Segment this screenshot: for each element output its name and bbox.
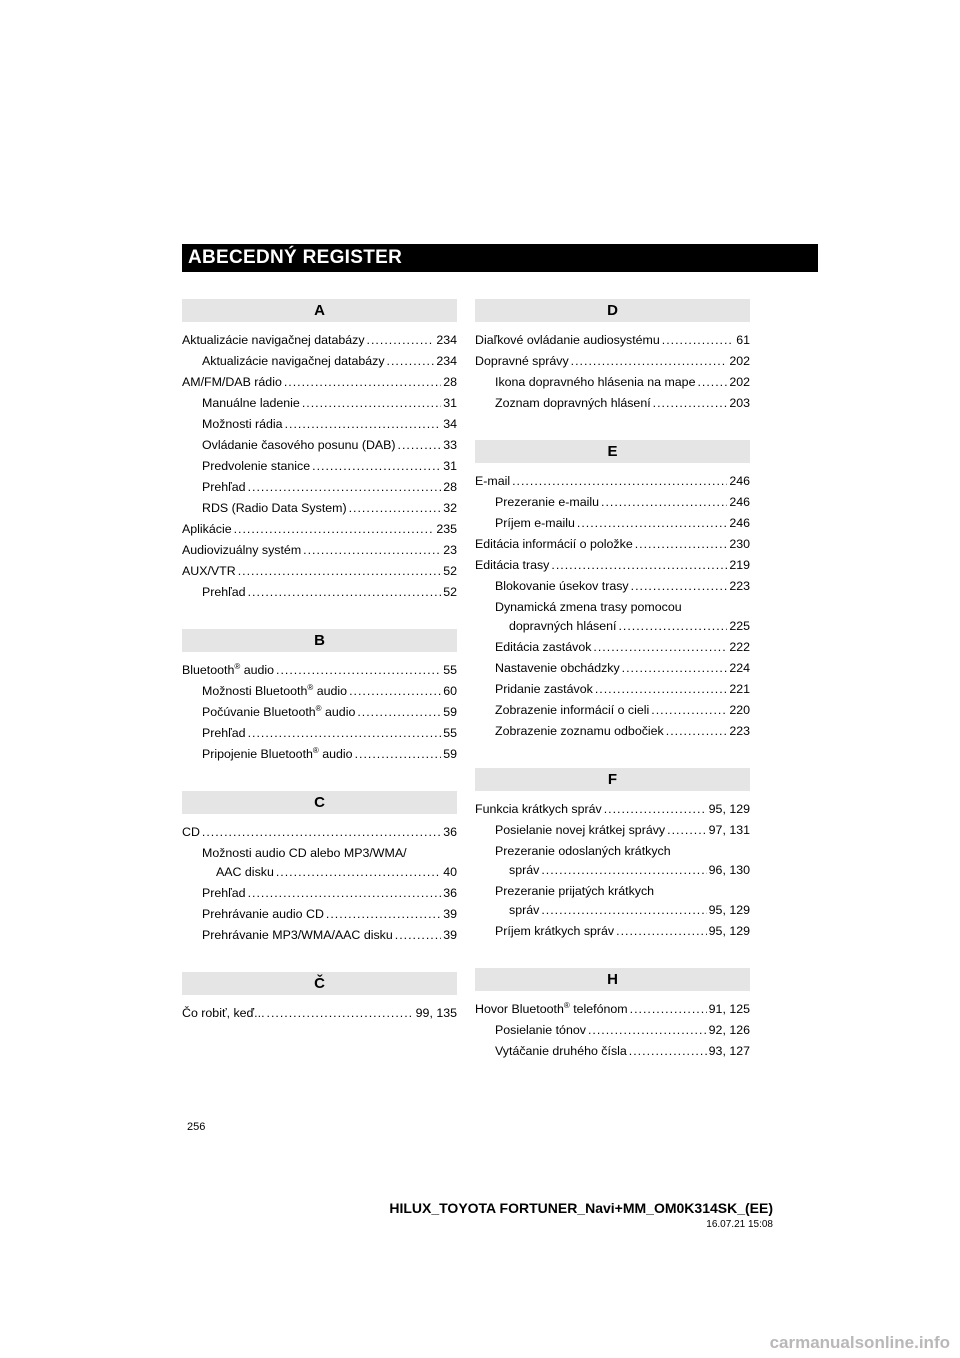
- entry-label: [495, 721, 664, 742]
- index-subentry[interactable]: [182, 351, 457, 372]
- entry-label: [475, 999, 628, 1020]
- page-reference: 203: [729, 396, 750, 410]
- dot-leader: [666, 721, 728, 742]
- index-subentry[interactable]: [182, 744, 457, 765]
- dot-leader: [349, 498, 442, 519]
- dot-leader: [630, 999, 707, 1020]
- page-reference: 230: [729, 537, 750, 551]
- entry-label-text: Aplikácie: [182, 522, 232, 536]
- dot-leader: [398, 435, 442, 456]
- dot-leader: [662, 330, 734, 351]
- entry-label-text: Zoznam dopravných hlásení: [495, 396, 651, 410]
- registered-mark: ®: [312, 745, 319, 755]
- dot-leader: [349, 681, 441, 702]
- dot-leader: [635, 534, 728, 555]
- dot-leader: [326, 904, 441, 925]
- index-subentry[interactable]: [475, 658, 750, 679]
- index-subentry[interactable]: [475, 881, 750, 921]
- entry-label: [202, 456, 310, 477]
- page-reference: 31: [443, 396, 457, 410]
- index-section: [182, 299, 457, 603]
- page-reference: 91, 125: [708, 1002, 750, 1016]
- entry-label-continuation: dopravných hlásení: [509, 619, 617, 633]
- registered-mark: ®: [563, 1000, 570, 1010]
- page-reference: 225: [729, 619, 750, 633]
- page-reference: 31: [443, 459, 457, 473]
- entry-label: [475, 555, 549, 576]
- dot-leader: [653, 393, 728, 414]
- dot-leader: [541, 861, 706, 880]
- dot-leader: [355, 744, 442, 765]
- page-reference: 234: [436, 333, 457, 347]
- page-reference: 95, 129: [708, 903, 750, 917]
- entry-label-text: Prehľad: [202, 726, 246, 740]
- entry-label-text: Zobrazenie informácií o cieli: [495, 703, 650, 717]
- page-reference: 52: [443, 564, 457, 578]
- dot-leader: [303, 540, 441, 561]
- entry-label-continuation: AAC disku: [216, 865, 274, 879]
- entry-label: [495, 393, 651, 414]
- page-reference: 223: [729, 724, 750, 738]
- entry-label: [182, 540, 301, 561]
- document-code: HILUX_TOYOTA FORTUNER_Navi+MM_OM0K314SK_(EE): [389, 1200, 773, 1216]
- print-timestamp: 16.07.21 15:08: [706, 1219, 773, 1230]
- entry-label-text: Audiovizuálny systém: [182, 543, 302, 557]
- dot-leader: [618, 617, 727, 636]
- index-subentry[interactable]: [475, 921, 750, 942]
- entry-label: [202, 723, 246, 744]
- dot-leader: [667, 820, 707, 841]
- page-reference: 221: [729, 682, 750, 696]
- entry-label: [495, 820, 665, 841]
- entry-label-text: Možnosti audio CD alebo MP3/WMA/: [202, 846, 407, 860]
- entry-label: [202, 744, 353, 765]
- entry-label-text: Pripojenie Bluetooth: [202, 747, 313, 761]
- index-entry[interactable]: [182, 660, 457, 681]
- page-reference: 223: [729, 579, 750, 593]
- dot-leader: [248, 477, 442, 498]
- entry-label-suffix: audio: [240, 663, 275, 677]
- entry-label: [202, 702, 355, 723]
- entry-label-text: Pridanie zastávok: [495, 682, 593, 696]
- dot-leader: [651, 700, 727, 721]
- dot-leader: [312, 456, 441, 477]
- dot-leader: [551, 555, 727, 576]
- registered-mark: ®: [307, 682, 314, 692]
- index-entry[interactable]: [182, 561, 457, 582]
- page-reference: 202: [729, 354, 750, 368]
- entry-label-text: Aktualizácie navigačnej databázy: [202, 354, 385, 368]
- entry-label-text: Diaľkové ovládanie audiosystému: [475, 333, 660, 347]
- index-section: [475, 440, 750, 742]
- entry-label: [475, 534, 633, 555]
- page-reference: 202: [729, 375, 750, 389]
- entry-label: [202, 435, 396, 456]
- entry-label: [182, 1003, 265, 1024]
- entry-label: [182, 660, 274, 681]
- index-entry[interactable]: [475, 330, 750, 351]
- entry-label: [202, 414, 283, 435]
- section-letter: D: [475, 299, 750, 322]
- entry-label: [475, 471, 510, 492]
- entry-label: [495, 600, 682, 614]
- dot-leader: [629, 1041, 707, 1062]
- section-letter: E: [475, 440, 750, 463]
- dot-leader: [697, 372, 727, 393]
- entry-label-continuation: správ: [509, 903, 540, 917]
- section-letter: C: [182, 791, 457, 814]
- dot-leader: [588, 1020, 707, 1041]
- index-section: [182, 972, 457, 1024]
- entry-label: [475, 330, 660, 351]
- index-subentry[interactable]: [182, 477, 457, 498]
- entry-label: [495, 492, 599, 513]
- page-reference: 60: [443, 684, 457, 698]
- entry-label: [202, 582, 246, 603]
- registered-mark: ®: [315, 703, 322, 713]
- dot-leader: [248, 582, 442, 603]
- dot-leader: [577, 513, 727, 534]
- entry-label-text: Posielanie tónov: [495, 1023, 586, 1037]
- entry-label-text: Vytáčanie druhého čísla: [495, 1044, 627, 1058]
- section-letter: A: [182, 299, 457, 322]
- page-title: ABECEDNÝ REGISTER: [188, 247, 403, 268]
- index-subentry[interactable]: [475, 820, 750, 841]
- index-subentry[interactable]: [182, 414, 457, 435]
- entry-label-text: Editácia zastávok: [495, 640, 592, 654]
- dot-leader: [395, 925, 441, 946]
- entry-label-text: Príjem krátkych správ: [495, 924, 615, 938]
- entry-label-text: Prehľad: [202, 480, 246, 494]
- dot-leader: [285, 414, 442, 435]
- index-subentry[interactable]: [475, 576, 750, 597]
- entry-label: [182, 330, 365, 351]
- page-reference: 235: [436, 522, 457, 536]
- dot-leader: [512, 471, 727, 492]
- entry-label-text: Predvolenie stanice: [202, 459, 311, 473]
- index-column-right: [475, 299, 750, 1088]
- page-reference: 61: [736, 333, 750, 347]
- page-reference: 28: [443, 375, 457, 389]
- index-subentry[interactable]: [182, 498, 457, 519]
- dot-leader: [284, 372, 441, 393]
- entry-label: [202, 681, 347, 702]
- entry-label-suffix: telefónom: [569, 1002, 628, 1016]
- entry-label-text: Prezeranie odoslaných krátkych: [495, 844, 671, 858]
- index-subentry[interactable]: [475, 372, 750, 393]
- entry-label: [202, 904, 324, 925]
- entry-label: [475, 351, 569, 372]
- index-entry[interactable]: [182, 1003, 457, 1024]
- page-reference: 40: [443, 865, 457, 879]
- entry-label-text: Prezeranie e-mailu: [495, 495, 599, 509]
- entry-label: [202, 393, 300, 414]
- index-entry[interactable]: [182, 519, 457, 540]
- entry-label-text: Dynamická zmena trasy pomocou: [495, 600, 682, 614]
- dot-leader: [571, 351, 728, 372]
- dot-leader: [202, 822, 441, 843]
- section-letter: Č: [182, 972, 457, 995]
- entry-label: [495, 372, 695, 393]
- entry-label-text: Funkcia krátkych správ: [475, 802, 602, 816]
- index-subentry[interactable]: [182, 582, 457, 603]
- page-reference: 36: [443, 825, 457, 839]
- section-header-bar: [182, 244, 818, 272]
- entry-label-text: Možnosti Bluetooth: [202, 684, 308, 698]
- index-entry[interactable]: [475, 534, 750, 555]
- index-subentry[interactable]: [182, 723, 457, 744]
- page-reference: 224: [729, 661, 750, 675]
- page-reference: 55: [443, 663, 457, 677]
- index-subentry[interactable]: [475, 721, 750, 742]
- entry-label: [495, 700, 649, 721]
- index-subentry[interactable]: [475, 393, 750, 414]
- entry-label-text: AM/FM/DAB rádio: [182, 375, 282, 389]
- entry-label-text: Posielanie novej krátkej správy: [495, 823, 666, 837]
- index-subentry[interactable]: [182, 843, 457, 883]
- entry-label: [182, 822, 200, 843]
- entry-label-text: Blokovanie úsekov trasy: [495, 579, 629, 593]
- index-subentry[interactable]: [475, 637, 750, 658]
- entry-label-text: Aktualizácie navigačnej databázy: [182, 333, 365, 347]
- index-subentry[interactable]: [182, 925, 457, 946]
- entry-label-suffix: audio: [313, 684, 348, 698]
- index-subentry[interactable]: [182, 681, 457, 702]
- entry-label-text: CD: [182, 825, 200, 839]
- page-reference: 92, 126: [708, 1023, 750, 1037]
- entry-label: [202, 477, 246, 498]
- entry-label: [202, 883, 246, 904]
- dot-leader: [234, 519, 435, 540]
- index-section: [475, 968, 750, 1062]
- entry-label: [495, 637, 591, 658]
- dot-leader: [248, 883, 442, 904]
- index-entry[interactable]: [475, 351, 750, 372]
- index-subentry[interactable]: [475, 492, 750, 513]
- index-subentry[interactable]: [182, 702, 457, 723]
- page-reference: 39: [443, 928, 457, 942]
- section-letter: B: [182, 629, 457, 652]
- page-reference: 95, 129: [708, 802, 750, 816]
- entry-label-text: Čo robiť, keď...: [182, 1006, 265, 1020]
- page-reference: 39: [443, 907, 457, 921]
- page-reference: 234: [436, 354, 457, 368]
- dot-leader: [248, 723, 442, 744]
- index-section: [475, 768, 750, 942]
- page-reference: 23: [443, 543, 457, 557]
- index-subentry[interactable]: [475, 679, 750, 700]
- entry-label: [495, 513, 575, 534]
- page-reference: 33: [443, 438, 457, 452]
- page-reference: 95, 129: [708, 924, 750, 938]
- index-subentry[interactable]: [475, 1041, 750, 1062]
- page-reference: 52: [443, 585, 457, 599]
- page-reference: 55: [443, 726, 457, 740]
- entry-label-text: Prehľad: [202, 585, 246, 599]
- registered-mark: ®: [234, 661, 241, 671]
- page-reference: 99, 135: [415, 1006, 457, 1020]
- index-subentry[interactable]: [475, 700, 750, 721]
- entry-label-text: Bluetooth: [182, 663, 235, 677]
- index-entry[interactable]: [182, 540, 457, 561]
- index-subentry[interactable]: [475, 513, 750, 534]
- entry-label-text: RDS (Radio Data System): [202, 501, 347, 515]
- entry-label: [202, 498, 347, 519]
- entry-label: [475, 799, 602, 820]
- entry-label-continuation: správ: [509, 863, 540, 877]
- dot-leader: [302, 393, 441, 414]
- dot-leader: [622, 658, 728, 679]
- dot-leader: [276, 660, 441, 681]
- index-entry[interactable]: [475, 555, 750, 576]
- dot-leader: [267, 1003, 414, 1024]
- page-reference: 246: [729, 474, 750, 488]
- page-reference: 28: [443, 480, 457, 494]
- entry-label-text: Dopravné správy: [475, 354, 569, 368]
- entry-label-text: Zobrazenie zoznamu odbočiek: [495, 724, 664, 738]
- entry-label-text: Ovládanie časového posunu (DAB): [202, 438, 396, 452]
- watermark-logo: carmanualsonline.info: [769, 1333, 950, 1352]
- dot-leader: [367, 330, 435, 351]
- entry-label-text: E-mail: [475, 474, 511, 488]
- entry-label-suffix: audio: [321, 705, 356, 719]
- page-reference: 246: [729, 495, 750, 509]
- index-entry[interactable]: [475, 471, 750, 492]
- dot-leader: [595, 679, 728, 700]
- page-reference: 97, 131: [708, 823, 750, 837]
- index-entry[interactable]: [475, 799, 750, 820]
- entry-label-text: Prehľad: [202, 886, 246, 900]
- entry-label: [182, 519, 232, 540]
- dot-leader: [616, 921, 707, 942]
- dot-leader: [387, 351, 435, 372]
- entry-label: [202, 351, 385, 372]
- page-reference: 36: [443, 886, 457, 900]
- entry-label: [495, 576, 629, 597]
- entry-label: [495, 1020, 586, 1041]
- index-subentry[interactable]: [182, 393, 457, 414]
- entry-label-text: Editácia informácií o položke: [475, 537, 633, 551]
- entry-label: [182, 372, 282, 393]
- index-column-left: [182, 299, 457, 1050]
- page-reference: 96, 130: [708, 863, 750, 877]
- index-subentry[interactable]: [182, 904, 457, 925]
- entry-label-text: Prehrávanie audio CD: [202, 907, 324, 921]
- entry-label: [495, 1041, 627, 1062]
- entry-label: [495, 844, 671, 858]
- page-reference: 34: [443, 417, 457, 431]
- page-reference: 222: [729, 640, 750, 654]
- index-section: [182, 629, 457, 765]
- entry-label-text: Počúvanie Bluetooth: [202, 705, 316, 719]
- entry-label-text: Príjem e-mailu: [495, 516, 575, 530]
- index-subentry[interactable]: [182, 456, 457, 477]
- index-entry[interactable]: [182, 330, 457, 351]
- index-entry[interactable]: [182, 372, 457, 393]
- dot-leader: [604, 799, 707, 820]
- dot-leader: [593, 637, 727, 658]
- entry-label: [202, 925, 393, 946]
- entry-label: [495, 679, 593, 700]
- entry-label: [495, 658, 620, 679]
- entry-label-text: Hovor Bluetooth: [475, 1002, 564, 1016]
- page-reference: 59: [443, 747, 457, 761]
- page-reference: 246: [729, 516, 750, 530]
- index-entry[interactable]: [182, 822, 457, 843]
- index-section: [475, 299, 750, 414]
- entry-label: [495, 921, 614, 942]
- entry-label: [182, 561, 236, 582]
- entry-label: [202, 846, 407, 860]
- index-section: [182, 791, 457, 946]
- page-reference: 32: [443, 501, 457, 515]
- dot-leader: [357, 702, 441, 723]
- page-number: 256: [187, 1121, 206, 1133]
- section-letter: H: [475, 968, 750, 991]
- page-reference: 59: [443, 705, 457, 719]
- entry-label: [495, 884, 654, 898]
- section-letter: F: [475, 768, 750, 791]
- index-subentry[interactable]: [475, 1020, 750, 1041]
- entry-label-text: Ikona dopravného hlásenia na mape: [495, 375, 696, 389]
- entry-label-text: Prehrávanie MP3/WMA/AAC disku: [202, 928, 393, 942]
- dot-leader: [631, 576, 728, 597]
- page-reference: 219: [729, 558, 750, 572]
- entry-label-suffix: audio: [318, 747, 353, 761]
- index-subentry[interactable]: [475, 597, 750, 637]
- dot-leader: [601, 492, 727, 513]
- page-reference: 93, 127: [708, 1044, 750, 1058]
- index-subentry[interactable]: [475, 841, 750, 881]
- entry-label-text: Nastavenie obchádzky: [495, 661, 620, 675]
- index-subentry[interactable]: [182, 883, 457, 904]
- entry-label-text: Editácia trasy: [475, 558, 550, 572]
- entry-label-text: Manuálne ladenie: [202, 396, 300, 410]
- index-entry[interactable]: [475, 999, 750, 1020]
- entry-label-text: Prezeranie prijatých krátkych: [495, 884, 655, 898]
- entry-label-text: AUX/VTR: [182, 564, 236, 578]
- index-subentry[interactable]: [182, 435, 457, 456]
- dot-leader: [238, 561, 442, 582]
- dot-leader: [541, 901, 706, 920]
- entry-label-text: Možnosti rádia: [202, 417, 283, 431]
- dot-leader: [276, 863, 441, 882]
- page-reference: 220: [729, 703, 750, 717]
